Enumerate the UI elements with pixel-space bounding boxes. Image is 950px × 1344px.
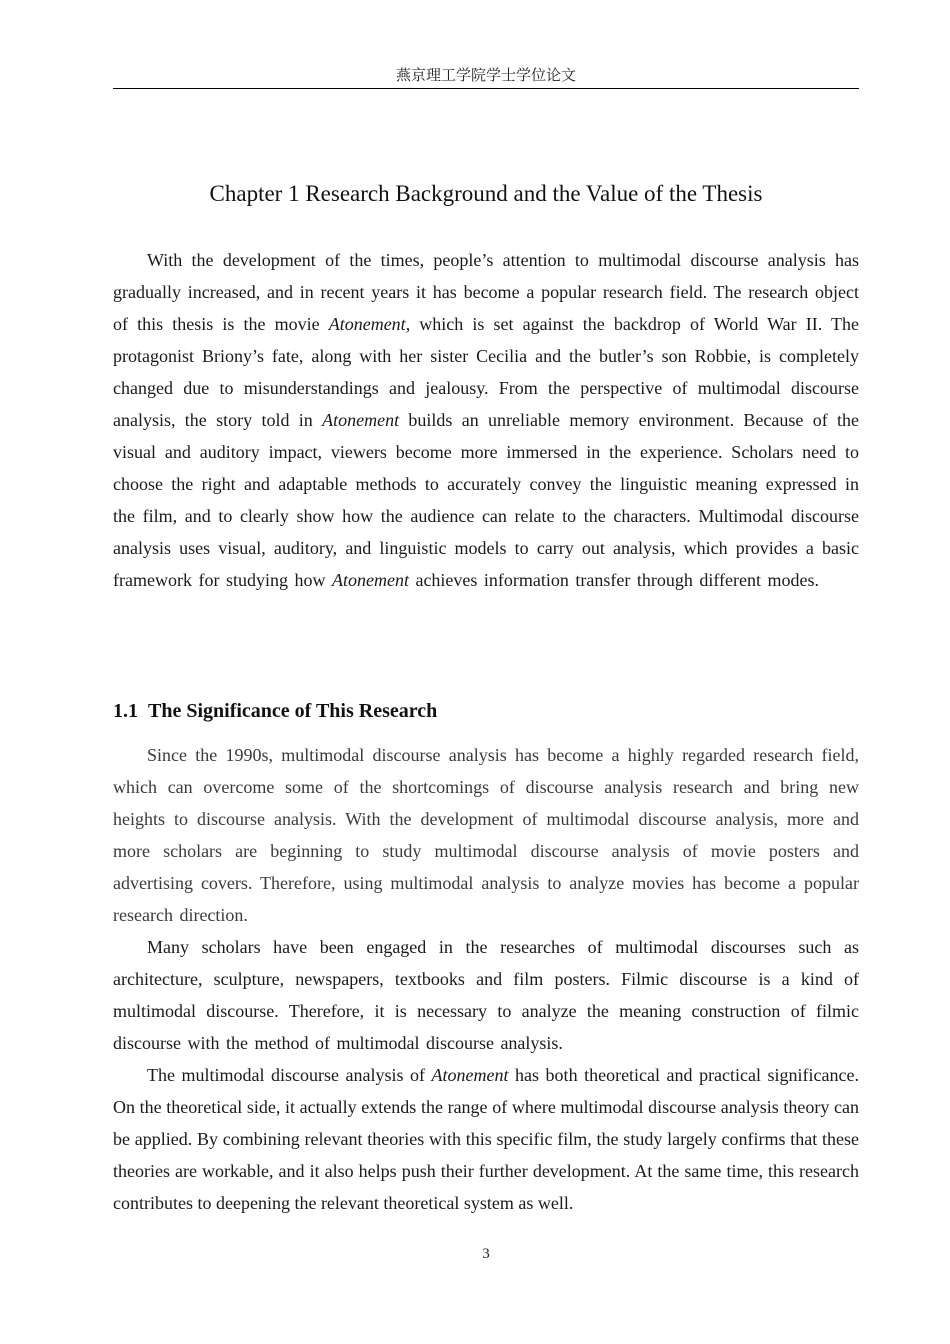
header-title: 燕京理工学院学士学位论文	[395, 68, 576, 84]
page-header	[113, 66, 859, 89]
section-paragraph-3	[113, 1059, 859, 1219]
film-title-italic: Atonement	[322, 410, 400, 430]
intro-text-4: achieves information transfer through different modes.	[408, 570, 819, 590]
section-title-text: The Significance of This Research	[148, 700, 438, 722]
page-number: 3	[482, 1246, 490, 1262]
section-number: 1.1	[113, 700, 138, 722]
film-title-italic: Atonement	[431, 1065, 509, 1085]
intro-section	[113, 244, 859, 596]
intro-text-2: , which is set against the backdrop of World War II. The protagonist Briony’s fate, along with her sister Cecilia and the butler’s son Robbie, is completely changed due to misunderstandings and jealousy. From the perspective of multimodal discourse analysis, the story told in	[113, 314, 859, 430]
chapter-title: Chapter 1 Research Background and the Value of the Thesis	[209, 181, 763, 206]
film-title-italic: Atonement	[331, 570, 409, 590]
intro-paragraph	[113, 244, 859, 596]
section-paragraph-2: Many scholars have been engaged in the researches of multimodal discourses such as architecture, sculpture, newspapers, textbooks and film posters. Filmic discourse is a kind of multimodal discourse. Therefore, it is necessary to analyze the meaning construction of filmic discourse with the method of multimodal discourse analysis.	[113, 937, 859, 1053]
section-p3-text-2: has both theoretical and practical significance. On the theoretical side, it actually extends the range of where multimodal discourse analysis theory can be applied. By combining relevant theories with this specific film, the study largely confirms that these theories are workable, and it also helps push their further development. At the same time, this research contributes to deepening the relevant theoretical system as well.	[113, 1065, 859, 1213]
film-title-italic: Atonement	[328, 314, 406, 334]
section-paragraph-1: Since the 1990s, multimodal discourse analysis has become a highly regarded research field, which can overcome some of the shortcomings of discourse analysis research and bring new heights to discourse analysis. With the development of multimodal discourse analysis, more and more scholars are beginning to study multimodal discourse analysis of movie posters and advertising covers. Therefore, using multimodal analysis to analyze movies has become a popular research direction.	[113, 745, 859, 925]
section-body	[113, 739, 859, 1219]
intro-text-1: With the development of the times, people’s attention to multimodal discourse analysis has gradually increased, and in recent years it has become a popular research field. The research object of this thesis is the movie	[113, 250, 859, 334]
intro-text-3: builds an unreliable memory environment. Because of the visual and auditory impact, viewers become more immersed in the experience. Scholars need to choose the right and adaptable methods to accurately convey the linguistic meaning expressed in the film, and to clearly show how the audience can relate to the characters. Multimodal discourse analysis uses visual, auditory, and linguistic models to carry out analysis, which provides a basic framework for studying how	[113, 410, 860, 590]
section-heading	[113, 696, 859, 726]
section-p3-text-1: The multimodal discourse analysis of	[147, 1065, 432, 1085]
